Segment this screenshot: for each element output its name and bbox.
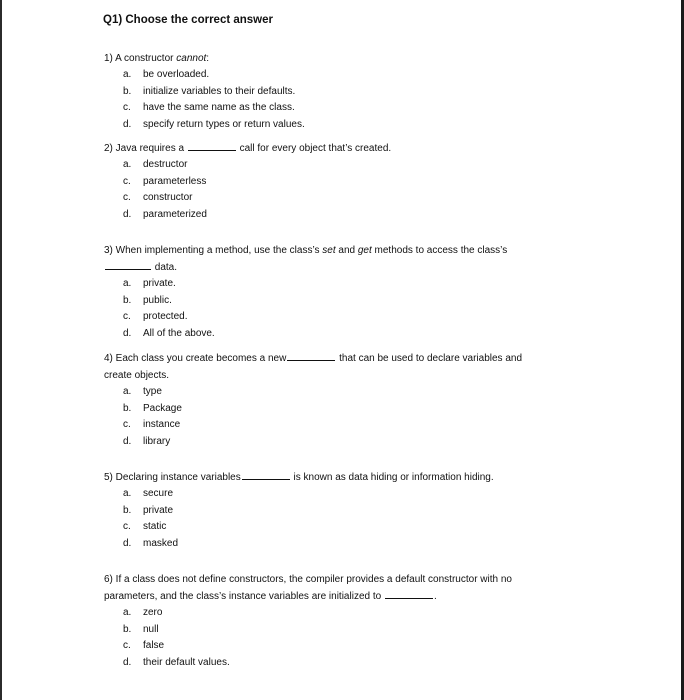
question-3 [104,242,574,342]
option-2d[interactable]: d. parameterized [123,208,207,220]
option-3c[interactable]: c. protected. [123,311,188,322]
question-6-prompt-line2: parameters, and the class’s instance variables are initialized to . [104,591,437,602]
left-page-edge [0,0,2,700]
option-4c[interactable]: c. instance [123,419,181,430]
question-2 [104,140,574,223]
option-5b[interactable]: b. private [123,504,174,516]
question-5-prompt: 5) Declaring instance variables is known as data hiding or information hiding. [104,472,494,483]
option-1c[interactable]: c. have the same name as the class. [123,102,295,113]
question-3-options [104,276,574,342]
option-3a[interactable]: a. private. [123,278,176,289]
question-6 [104,571,584,671]
option-2a[interactable]: a. destructor [123,159,188,170]
answer-blank [385,589,433,599]
answer-blank [105,260,151,270]
answer-blank [242,470,290,480]
question-5-options [104,486,574,552]
option-1d[interactable]: d. specify return types or return values. [123,118,305,130]
option-6b[interactable]: b. null [123,623,159,635]
option-4a[interactable]: a. type [123,386,162,397]
question-5 [104,469,574,552]
answer-blank [287,351,335,361]
question-1 [104,50,574,133]
question-4-prompt-line2: create objects. [104,370,170,381]
question-4 [104,350,574,450]
question-6-options [104,605,584,671]
option-3d[interactable]: d. All of the above. [123,327,215,339]
answer-blank [188,141,236,151]
option-6a[interactable]: a. zero [123,607,163,618]
question-6-prompt-line1: 6) If a class does not define constructors, the compiler provides a default constructor with no [104,574,512,585]
option-5a[interactable]: a. secure [123,488,174,499]
option-6c[interactable]: c. false [123,640,165,651]
option-5d[interactable]: d. masked [123,537,179,549]
question-4-prompt-line1: 4) Each class you create becomes a new that can be used to declare variables and [104,353,523,364]
option-4b[interactable]: b. Package [123,402,182,414]
option-2b[interactable]: c. parameterless [123,175,207,187]
option-1b[interactable]: b. initialize variables to their defaults. [123,85,296,97]
option-4d[interactable]: d. library [123,435,171,447]
question-2-prompt: 2) Java requires a call for every object that’s created. [104,143,392,154]
question-3-prompt-line2: data. [104,259,574,276]
option-2c[interactable]: c. constructor [123,192,193,203]
question-2-options [104,157,574,223]
question-1-options [104,67,574,133]
question-3-prompt-line1: 3) When implementing a method, use the class’s set and get methods to access the class’s [104,245,508,256]
option-1a[interactable]: a. be overloaded. [123,69,210,80]
option-3b[interactable]: b. public. [123,294,172,306]
page-title: Q1) Choose the correct answer [103,14,273,26]
option-6d[interactable]: d. their default values. [123,656,230,668]
question-1-prompt: 1) A constructor cannot: [104,53,210,64]
option-5c[interactable]: c. static [123,521,167,532]
question-4-options [104,384,574,450]
